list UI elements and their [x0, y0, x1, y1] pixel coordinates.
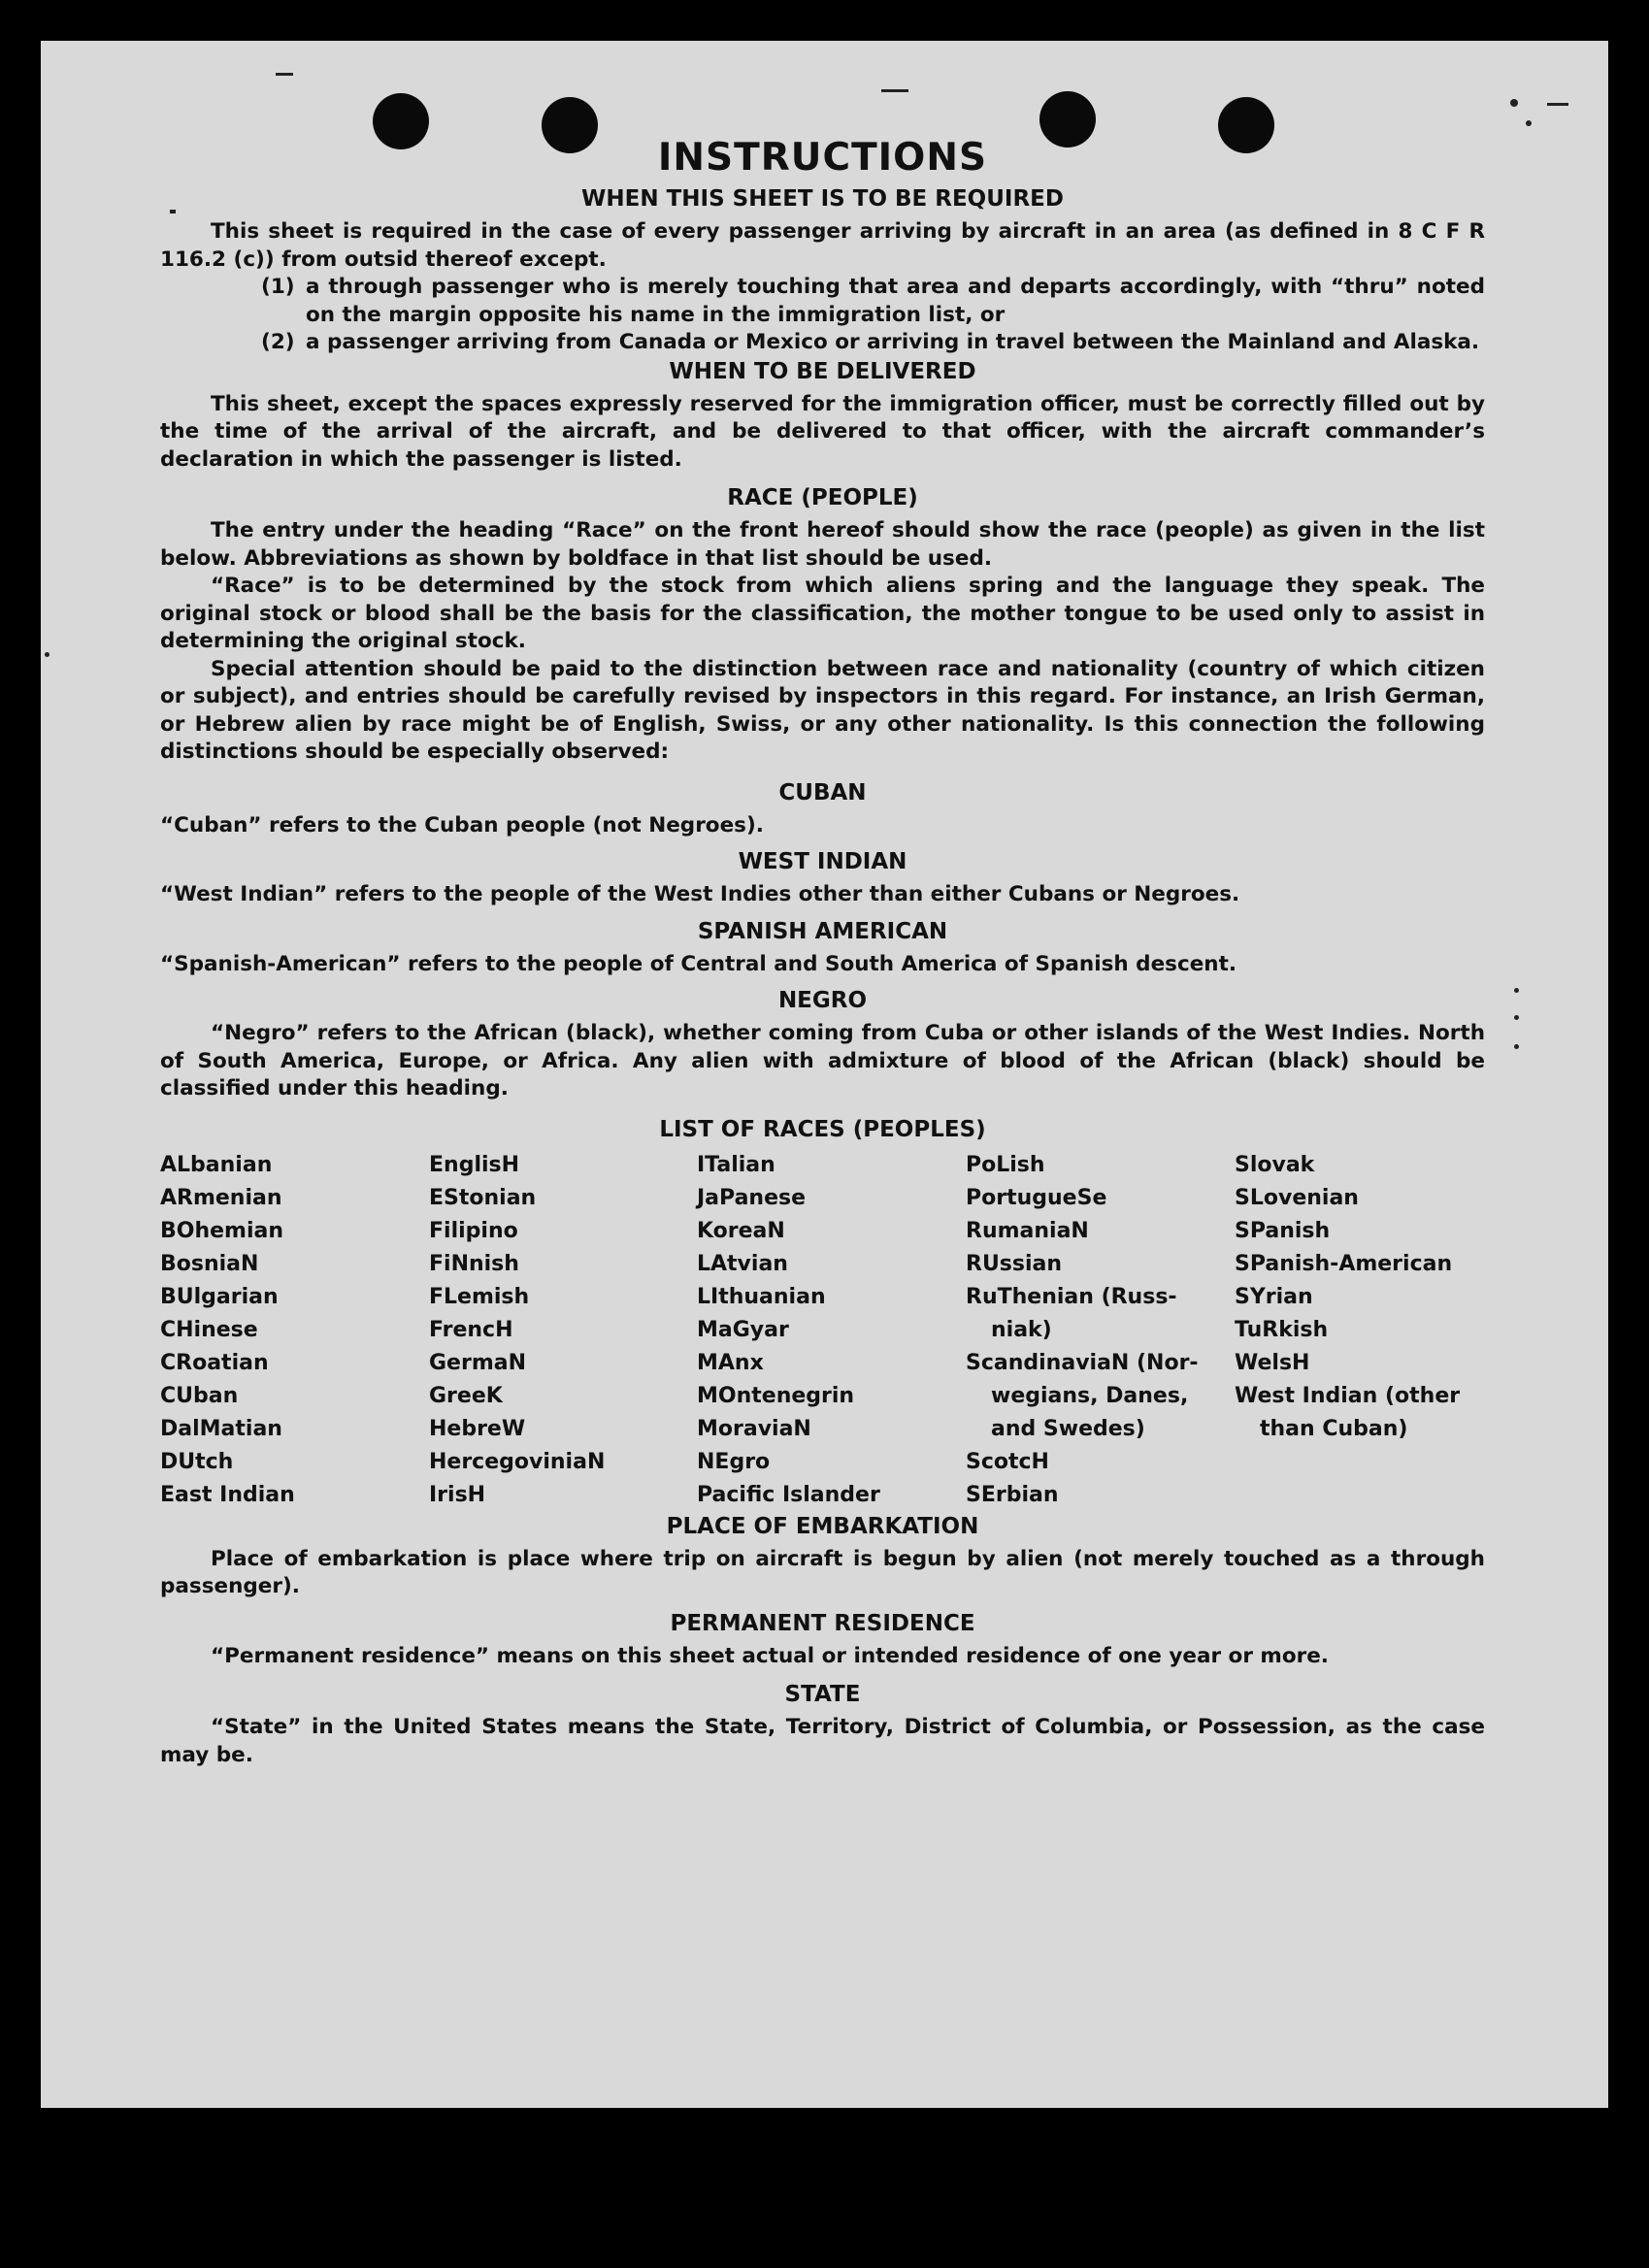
race-paragraph-3: Special attention should be paid to the distinction between race and nationality (country of which citizen or subject), and entries should be carefully revised by inspectors in this regard. For instance, an Irish German, or Hebrew alien by race might be of English, Swiss, or any other nationality. Is this connection the following distinctions should be especially observed: — [160, 656, 1485, 764]
race-paragraph-1: The entry under the heading “Race” on the front hereof should show the race (people) as given in the list below. Abbreviations as shown by boldface in that list should be used. — [160, 518, 1485, 571]
ink-mark — [45, 652, 49, 657]
race-entry-continuation: and Swedes) — [991, 1416, 1145, 1441]
list-item-text: a through passenger who is merely touching that area and departs accordingly, with “thru” noted on the margin opposite his name in the immigration list, or — [306, 275, 1485, 327]
list-item-number: (1) — [261, 275, 295, 299]
state-text: “State” in the United States means the State, Territory, District of Columbia, or Possession, as the case may be. — [160, 1715, 1485, 1767]
race-entry: IrisH — [429, 1482, 486, 1507]
race-entry: JaPanese — [697, 1185, 807, 1210]
race-entry: GermaN — [429, 1350, 527, 1375]
race-entry: FLemish — [429, 1284, 530, 1309]
race-entry: ScotcH — [966, 1449, 1049, 1474]
race-entry: SLovenian — [1235, 1185, 1359, 1210]
race-entry: Slovak — [1235, 1152, 1315, 1177]
ink-mark — [1514, 1044, 1519, 1049]
heading-spanish-american: SPANISH AMERICAN — [697, 918, 948, 944]
races-list — [160, 1149, 1485, 1512]
race-entry: SPanish-American — [1235, 1251, 1453, 1276]
spanish-american-text: “Spanish-American” refers to the people of Central and South America of Spanish descent. — [160, 951, 1237, 976]
race-entry: BOhemian — [160, 1218, 284, 1243]
race-entry: MOntenegrin — [697, 1383, 855, 1408]
west-indian-text: “West Indian” refers to the people of the West Indies other than either Cubans or Negroes. — [160, 882, 1240, 906]
race-entry: MAnx — [697, 1350, 764, 1375]
heading-state: STATE — [784, 1682, 861, 1707]
race-entry: BosniaN — [160, 1251, 259, 1276]
instructions-content — [160, 134, 1485, 1769]
race-entry: CRoatian — [160, 1350, 269, 1375]
heading-negro: NEGRO — [777, 988, 868, 1013]
page-title: INSTRUCTIONS — [657, 136, 988, 180]
race-entry: HercegoviniaN — [429, 1449, 606, 1474]
ink-mark — [276, 73, 293, 76]
race-entry: FiNnish — [429, 1251, 519, 1276]
race-entry: ALbanian — [160, 1152, 273, 1177]
race-entry: SErbian — [966, 1482, 1059, 1507]
ink-mark — [1514, 1015, 1519, 1020]
heading-cuban: CUBAN — [778, 779, 867, 805]
race-entry: Filipino — [429, 1218, 518, 1243]
race-entry: EnglisH — [429, 1152, 520, 1177]
race-entry: DUtch — [160, 1449, 234, 1474]
race-entry: DalMatian — [160, 1416, 282, 1441]
races-column — [160, 1149, 429, 1512]
race-entry: ITalian — [697, 1152, 775, 1177]
race-entry: ARmenian — [160, 1185, 282, 1210]
when-required-intro: This sheet is required in the case of every passenger arriving by aircraft in an area (as defined in 8 C F R 116.2 (c)) from outsid thereof except. — [160, 219, 1485, 272]
race-entry: SYrian — [1235, 1284, 1313, 1309]
race-entry: CUban — [160, 1383, 239, 1408]
race-entry: LIthuanian — [697, 1284, 826, 1309]
race-entry: GreeK — [429, 1383, 503, 1408]
race-entry: EStonian — [429, 1185, 537, 1210]
heading-list-of-races: LIST OF RACES (PEOPLES) — [659, 1116, 986, 1142]
race-entry-continuation: than Cuban) — [1260, 1416, 1408, 1441]
heading-west-indian: WEST INDIAN — [738, 849, 907, 874]
race-entry: CHinese — [160, 1317, 258, 1342]
heading-embarkation: PLACE OF EMBARKATION — [666, 1513, 979, 1539]
negro-text: “Negro” refers to the African (black), whether coming from Cuba or other islands of the West Indies. North of South America, Europe, or Africa. Any alien with admixture of blood of the African (black) should be classified under this heading. — [160, 1021, 1485, 1101]
race-entry: RuThenian (Russ- — [966, 1284, 1177, 1309]
race-entry: RumaniaN — [966, 1218, 1089, 1243]
permanent-residence-text: “Permanent residence” means on this sheet actual or intended residence of one year or more. — [211, 1643, 1329, 1668]
race-entry: West Indian (other — [1235, 1383, 1461, 1408]
list-item — [261, 329, 1485, 357]
list-item — [261, 274, 1485, 329]
embarkation-text: Place of embarkation is place where trip on aircraft is begun by alien (not merely touched as a through passenger). — [160, 1546, 1485, 1598]
heading-race: RACE (PEOPLE) — [727, 485, 918, 510]
race-entry: ScandinaviaN (Nor- — [966, 1350, 1199, 1375]
race-entry: FrencH — [429, 1317, 513, 1342]
races-column — [697, 1149, 966, 1512]
race-entry: East Indian — [160, 1482, 295, 1507]
heading-when-delivered: WHEN TO BE DELIVERED — [669, 358, 976, 384]
race-entry: TuRkish — [1235, 1317, 1329, 1342]
race-entry: RUssian — [966, 1251, 1063, 1276]
race-entry: NEgro — [697, 1449, 771, 1474]
race-entry-continuation: niak) — [991, 1317, 1052, 1342]
race-entry: HebreW — [429, 1416, 526, 1441]
ink-mark — [1547, 103, 1568, 106]
cuban-text: “Cuban” refers to the Cuban people (not Negroes). — [160, 812, 764, 838]
race-entry: Pacific Islander — [697, 1482, 880, 1507]
race-paragraph-2: “Race” is to be determined by the stock from which aliens spring and the language they speak. The original stock or blood shall be the basis for the classification, the mother tongue to be used only to assist in determining the original stock. — [160, 574, 1485, 653]
ink-mark — [1510, 99, 1518, 107]
race-entry: PoLish — [966, 1152, 1045, 1177]
race-entry: MoraviaN — [697, 1416, 811, 1441]
race-entry: WelsH — [1235, 1350, 1310, 1375]
race-entry: PortugueSe — [966, 1185, 1107, 1210]
heading-permanent-residence: PERMANENT RESIDENCE — [670, 1610, 975, 1636]
race-entry-continuation: wegians, Danes, — [991, 1383, 1189, 1408]
document-sheet — [41, 41, 1608, 2108]
when-delivered-text: This sheet, except the spaces expressly reserved for the immigration officer, must be correctly filled out by the time of the arrival of the aircraft, and be delivered to that officer, with the aircraft commander’s declaration in which the passenger is listed. — [160, 391, 1485, 472]
race-entry: LAtvian — [697, 1251, 788, 1276]
heading-when-required: WHEN THIS SHEET IS TO BE REQUIRED — [581, 186, 1064, 212]
ink-mark — [881, 89, 908, 92]
list-item-number: (2) — [261, 330, 295, 354]
list-item-text: a passenger arriving from Canada or Mexico or arriving in travel between the Mainland and Alaska. — [306, 330, 1480, 354]
race-entry: KoreaN — [697, 1218, 785, 1243]
races-column — [429, 1149, 697, 1512]
ink-mark — [1514, 988, 1519, 993]
races-column — [966, 1149, 1235, 1512]
race-entry: BUlgarian — [160, 1284, 279, 1309]
race-entry: SPanish — [1235, 1218, 1331, 1243]
ink-mark — [1526, 120, 1532, 126]
races-column — [1235, 1149, 1485, 1512]
race-entry: MaGyar — [697, 1317, 789, 1342]
